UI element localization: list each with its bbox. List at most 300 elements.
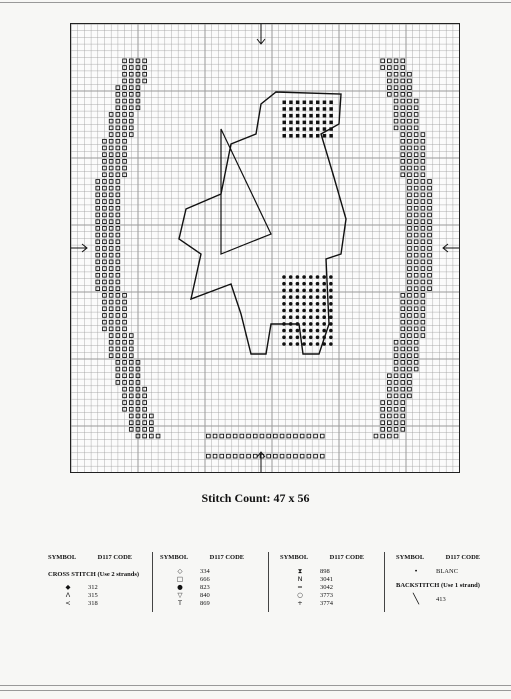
stitch-fill xyxy=(309,114,313,118)
stitch-cell xyxy=(414,314,418,318)
stitch-fill xyxy=(296,121,300,125)
stitch-cell xyxy=(428,253,432,257)
stitch-cell xyxy=(408,166,412,170)
stitch-fill xyxy=(323,121,327,125)
stitch-dot xyxy=(316,282,320,286)
stitch-dot xyxy=(322,342,326,346)
stitch-cell xyxy=(421,213,425,217)
stitch-fill xyxy=(316,101,320,105)
stitch-symbol: N xyxy=(297,574,303,583)
stitch-fill xyxy=(289,114,293,118)
stitch-cell xyxy=(394,86,398,90)
stitch-dot xyxy=(296,275,300,279)
stitch-dot xyxy=(296,322,300,326)
stitch-cell xyxy=(401,354,405,358)
stitch-cell xyxy=(414,126,418,130)
stitch-fill xyxy=(289,107,293,111)
stitch-cell xyxy=(394,401,398,405)
stitch-dot xyxy=(309,336,313,340)
stitch-cell xyxy=(388,59,392,63)
stitch-cell xyxy=(401,173,405,177)
stitch-dot xyxy=(316,275,320,279)
stitch-cell xyxy=(401,421,405,425)
stitch-cell xyxy=(421,193,425,197)
stitch-cell xyxy=(401,153,405,157)
stitch-cell xyxy=(394,59,398,63)
stitch-cell xyxy=(408,233,412,237)
stitch-cell xyxy=(207,434,211,438)
floss-code: 312 xyxy=(88,583,98,591)
stitch-cell xyxy=(408,273,412,277)
key-row xyxy=(280,592,380,600)
stitch-cell xyxy=(388,66,392,70)
stitch-fill xyxy=(323,114,327,118)
stitch-cell xyxy=(233,454,237,458)
floss-code: 898 xyxy=(320,567,330,575)
stitch-cell xyxy=(414,160,418,164)
stitch-symbol: ▽ xyxy=(177,590,183,599)
stitch-cell xyxy=(401,146,405,150)
stitch-cell xyxy=(381,421,385,425)
stitch-cell xyxy=(414,267,418,271)
stitch-symbol: ◇ xyxy=(177,566,183,575)
stitch-cell xyxy=(414,166,418,170)
stitch-fill xyxy=(303,134,307,138)
stitch-dot xyxy=(322,315,326,319)
stitch-fill xyxy=(289,101,293,105)
stitch-cell xyxy=(381,428,385,432)
stitch-dot xyxy=(329,342,333,346)
stitch-dot xyxy=(316,322,320,326)
key-row xyxy=(160,576,260,584)
stitch-cell xyxy=(408,200,412,204)
stitch-cell xyxy=(414,206,418,210)
stitch-cell xyxy=(414,133,418,137)
stitch-cell xyxy=(401,374,405,378)
stitch-cell xyxy=(381,59,385,63)
floss-code: 3041 xyxy=(320,575,333,583)
stitch-dot xyxy=(296,289,300,293)
stitch-cell xyxy=(428,260,432,264)
stitch-cell xyxy=(240,454,244,458)
stitch-cell xyxy=(408,213,412,217)
code-header: D117 CODE xyxy=(97,554,133,561)
stitch-dot xyxy=(282,315,286,319)
stitch-cell xyxy=(388,407,392,411)
stitch-cell xyxy=(421,173,425,177)
stitch-dot xyxy=(309,282,313,286)
stitch-cell xyxy=(408,126,412,130)
stitch-cell xyxy=(428,280,432,284)
stitch-cell xyxy=(388,93,392,97)
stitch-cell xyxy=(314,454,318,458)
stitch-cell xyxy=(421,294,425,298)
stitch-cell xyxy=(421,133,425,137)
stitch-symbol: • xyxy=(414,566,418,575)
stitch-fill xyxy=(283,134,287,138)
stitch-cell xyxy=(388,394,392,398)
stitch-cell xyxy=(401,166,405,170)
floss-code: 3773 xyxy=(320,591,333,599)
stitch-cell xyxy=(394,414,398,418)
key-row xyxy=(160,584,260,592)
stitch-dot xyxy=(302,289,306,293)
stitch-cell xyxy=(401,72,405,76)
stitch-cell xyxy=(421,273,425,277)
stitch-cell xyxy=(394,93,398,97)
stitch-fill xyxy=(316,107,320,111)
stitch-dot xyxy=(322,289,326,293)
stitch-cell xyxy=(394,72,398,76)
stitch-cell xyxy=(401,93,405,97)
stitch-cell xyxy=(414,334,418,338)
stitch-cell xyxy=(414,186,418,190)
stitch-cell xyxy=(388,421,392,425)
stitch-dot xyxy=(302,322,306,326)
stitch-cell xyxy=(428,267,432,271)
stitch-cell xyxy=(388,428,392,432)
stitch-dot xyxy=(302,295,306,299)
stitch-dot xyxy=(329,302,333,306)
stitch-cell xyxy=(414,260,418,264)
stitch-dot xyxy=(309,289,313,293)
key-row xyxy=(160,592,260,600)
stitch-dot xyxy=(316,309,320,313)
stitch-fill xyxy=(296,127,300,131)
stitch-cell xyxy=(428,206,432,210)
stitch-cell xyxy=(388,72,392,76)
stitch-cell xyxy=(408,173,412,177)
stitch-cell xyxy=(408,72,412,76)
stitch-dot xyxy=(302,302,306,306)
stitch-cell xyxy=(307,454,311,458)
stitch-cell xyxy=(307,434,311,438)
stitch-cell xyxy=(408,307,412,311)
stitch-cell xyxy=(408,253,412,257)
stitch-dot xyxy=(296,329,300,333)
stitch-cell xyxy=(408,347,412,351)
stitch-dot xyxy=(302,282,306,286)
stitch-dot xyxy=(282,295,286,299)
key-row xyxy=(280,600,380,608)
stitch-cell xyxy=(401,428,405,432)
stitch-symbol: = xyxy=(297,582,303,591)
stitch-cell xyxy=(394,361,398,365)
stitch-dot xyxy=(309,295,313,299)
stitch-cell xyxy=(300,434,304,438)
stitch-cell xyxy=(428,240,432,244)
stitch-cell xyxy=(388,387,392,391)
stitch-dot xyxy=(289,342,293,346)
stitch-dot xyxy=(289,309,293,313)
stitch-cell xyxy=(381,407,385,411)
stitch-fill xyxy=(329,114,333,118)
code-header: D117 CODE xyxy=(209,554,245,561)
stitch-fill xyxy=(329,121,333,125)
stitch-dot xyxy=(296,315,300,319)
stitch-dot xyxy=(289,315,293,319)
stitch-fill xyxy=(323,134,327,138)
stitch-cell xyxy=(408,320,412,324)
symbol-header: SYMBOL xyxy=(280,554,309,561)
stitch-dot xyxy=(302,309,306,313)
key-row xyxy=(280,576,380,584)
floss-code: 666 xyxy=(200,575,210,583)
stitch-cell xyxy=(414,106,418,110)
stitch-cell xyxy=(408,280,412,284)
stitch-symbol: Λ xyxy=(65,590,71,599)
stitch-cell xyxy=(394,374,398,378)
stitch-fill xyxy=(289,121,293,125)
stitch-dot xyxy=(289,282,293,286)
stitch-cell xyxy=(421,227,425,231)
stitch-cell xyxy=(381,66,385,70)
stitch-dot xyxy=(316,336,320,340)
stitch-cell xyxy=(408,193,412,197)
stitch-cell xyxy=(408,106,412,110)
stitch-cell xyxy=(428,180,432,184)
stitch-cell xyxy=(408,146,412,150)
stitch-fill xyxy=(289,134,293,138)
stitch-cell xyxy=(401,294,405,298)
stitch-cell xyxy=(394,119,398,123)
stitch-symbol: ⧗ xyxy=(297,566,303,575)
stitch-cell xyxy=(414,247,418,251)
stitch-cell xyxy=(414,113,418,117)
stitch-cell xyxy=(414,253,418,257)
stitch-fill xyxy=(329,107,333,111)
stitch-cell xyxy=(421,233,425,237)
floss-code: 3042 xyxy=(320,583,333,591)
stitch-cell xyxy=(428,186,432,190)
stitch-count: Stitch Count: 47 x 56 xyxy=(201,491,310,505)
key-column-3 xyxy=(280,554,380,608)
stitch-dot xyxy=(289,289,293,293)
arrow-up-icon xyxy=(257,452,265,472)
floss-code: BLANC xyxy=(436,567,459,575)
cross-stitch-chart xyxy=(70,23,460,473)
stitch-cell xyxy=(408,354,412,358)
stitch-cell xyxy=(414,233,418,237)
stitch-cell xyxy=(300,454,304,458)
stitch-cell xyxy=(401,334,405,338)
stitch-cell xyxy=(401,86,405,90)
key-rows xyxy=(160,568,260,608)
stitch-cell xyxy=(394,367,398,371)
stitch-dot xyxy=(289,275,293,279)
stitch-dot xyxy=(296,302,300,306)
stitch-cell xyxy=(280,454,284,458)
stitch-cell xyxy=(401,300,405,304)
code-header: D117 CODE xyxy=(329,554,365,561)
stitch-cell xyxy=(394,79,398,83)
stitch-cell xyxy=(428,200,432,204)
key-rows xyxy=(280,568,380,608)
stitch-dot xyxy=(316,329,320,333)
stitch-cell xyxy=(414,180,418,184)
stitch-cell xyxy=(408,99,412,103)
stitch-cell xyxy=(414,340,418,344)
stitch-cell xyxy=(428,273,432,277)
stitch-cell xyxy=(408,227,412,231)
stitch-cell xyxy=(421,160,425,164)
stitch-cell xyxy=(240,434,244,438)
stitch-fill xyxy=(309,134,313,138)
stitch-cell xyxy=(401,59,405,63)
stitch-dot xyxy=(322,295,326,299)
stitch-cell xyxy=(428,247,432,251)
stitch-fill xyxy=(323,127,327,131)
key-row xyxy=(48,584,148,592)
stitch-dot xyxy=(282,322,286,326)
stitch-dot xyxy=(282,336,286,340)
stitch-cell xyxy=(294,454,298,458)
stitch-dot xyxy=(329,275,333,279)
stitch-cell xyxy=(287,454,291,458)
stitch-cell xyxy=(227,454,231,458)
stitch-cell xyxy=(401,340,405,344)
stitch-fill xyxy=(303,107,307,111)
stitch-cell xyxy=(388,381,392,385)
floss-code: 334 xyxy=(200,567,210,575)
stitch-dot xyxy=(329,329,333,333)
stitch-dot xyxy=(316,315,320,319)
stitch-cell xyxy=(421,153,425,157)
stitch-cell xyxy=(414,153,418,157)
stitch-fill xyxy=(329,101,333,105)
stitch-cell xyxy=(408,267,412,271)
stitch-dot xyxy=(322,322,326,326)
stitch-dot xyxy=(322,282,326,286)
backstitch-label: BACKSTITCH (Use 1 strand) xyxy=(396,581,480,589)
stitch-fill xyxy=(316,114,320,118)
stitch-cell xyxy=(394,381,398,385)
stitch-cell xyxy=(421,260,425,264)
stitch-cell xyxy=(401,113,405,117)
key-divider xyxy=(384,552,385,612)
floss-code: 318 xyxy=(88,599,98,607)
stitch-symbol: T xyxy=(178,598,182,607)
stitch-cell xyxy=(401,327,405,331)
stitch-cell xyxy=(421,220,425,224)
stitch-cell xyxy=(314,434,318,438)
stitch-cell xyxy=(421,314,425,318)
stitch-cell xyxy=(394,354,398,358)
stitch-dot xyxy=(302,336,306,340)
stitch-cell xyxy=(320,454,324,458)
key-row xyxy=(48,600,148,608)
stitch-cell xyxy=(394,428,398,432)
stitch-cell xyxy=(394,340,398,344)
stitch-cell xyxy=(220,434,224,438)
stitch-cell xyxy=(394,126,398,130)
arrow-down-icon xyxy=(257,24,265,44)
chart-grid xyxy=(71,24,459,472)
key-column-1 xyxy=(48,554,148,608)
stitch-cell xyxy=(287,434,291,438)
floss-code: 3774 xyxy=(320,599,333,607)
stitch-cell xyxy=(280,434,284,438)
stitch-fill xyxy=(316,121,320,125)
stitch-fill xyxy=(303,121,307,125)
symbol-header: SYMBOL xyxy=(396,554,425,561)
stitch-dot xyxy=(309,315,313,319)
key-row xyxy=(280,568,380,576)
key-row xyxy=(160,568,260,576)
stitch-dot xyxy=(289,329,293,333)
stitch-cell xyxy=(408,327,412,331)
stitch-symbol: ○ xyxy=(297,590,303,599)
stitch-dot xyxy=(329,336,333,340)
stitch-cell xyxy=(428,213,432,217)
stitch-dot xyxy=(309,302,313,306)
stitch-cell xyxy=(388,86,392,90)
stitch-cell xyxy=(220,454,224,458)
stitch-dot xyxy=(302,315,306,319)
key-divider xyxy=(268,552,269,612)
stitch-cell xyxy=(401,314,405,318)
stitch-symbol: < xyxy=(65,598,71,607)
stitch-cell xyxy=(414,367,418,371)
stitch-cell xyxy=(408,186,412,190)
stitch-cell xyxy=(401,381,405,385)
stitch-cell xyxy=(408,240,412,244)
stitch-dot xyxy=(282,302,286,306)
stitch-cell xyxy=(394,113,398,117)
stitch-cell xyxy=(388,401,392,405)
stitch-cell xyxy=(414,240,418,244)
stitch-dot xyxy=(316,302,320,306)
stitch-fill xyxy=(309,127,313,131)
stitch-cell xyxy=(414,273,418,277)
stitch-cell xyxy=(394,106,398,110)
stitch-cell xyxy=(408,160,412,164)
key-header xyxy=(48,554,148,562)
stitch-dot xyxy=(296,309,300,313)
stitch-dot xyxy=(329,295,333,299)
stitch-cell xyxy=(414,294,418,298)
stitch-cell xyxy=(207,454,211,458)
stitch-cell xyxy=(408,79,412,83)
stitch-dot xyxy=(309,342,313,346)
stitch-cell xyxy=(421,247,425,251)
stitch-cell xyxy=(401,401,405,405)
stitch-cell xyxy=(414,213,418,217)
stitch-symbol: □ xyxy=(176,574,184,583)
stitch-cell xyxy=(408,367,412,371)
stitch-cell xyxy=(394,434,398,438)
stitch-cell xyxy=(421,139,425,143)
stitch-dot xyxy=(329,322,333,326)
symbol-header: SYMBOL xyxy=(160,554,189,561)
stitch-cell xyxy=(421,180,425,184)
stitch-cell xyxy=(408,260,412,264)
stitch-dot xyxy=(322,329,326,333)
stitch-cell xyxy=(408,139,412,143)
stitch-fill xyxy=(303,127,307,131)
stitch-dot xyxy=(316,289,320,293)
stitch-cell xyxy=(213,454,217,458)
stitch-cell xyxy=(401,79,405,83)
stitch-cell xyxy=(408,86,412,90)
stitch-cell xyxy=(394,394,398,398)
stitch-cell xyxy=(421,253,425,257)
stitch-cell xyxy=(394,99,398,103)
stitch-cell xyxy=(408,119,412,123)
stitch-cell xyxy=(408,220,412,224)
stitch-dot xyxy=(329,309,333,313)
stitch-cell xyxy=(428,233,432,237)
